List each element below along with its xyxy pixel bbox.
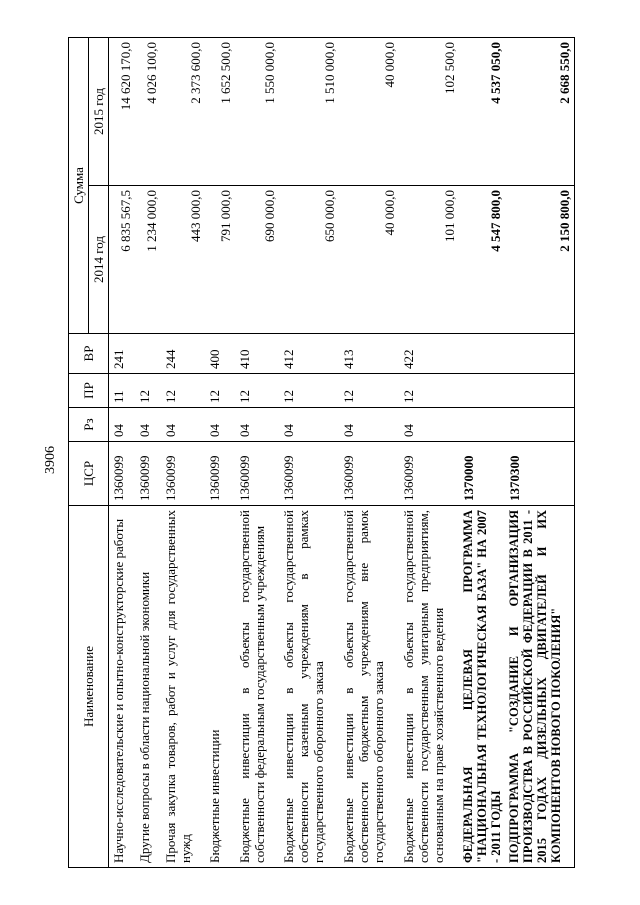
row-pr [459,374,505,408]
row-amount-2014: 101 000,0 [399,186,459,334]
row-pr: 12 [135,374,161,408]
row-rz [459,408,505,442]
row-name: ФЕДЕРАЛЬНАЯ ЦЕЛЕВАЯ ПРОГРАММА "НАЦИОНАЛЬНАЯ ТЕХНОЛОГИЧЕСКАЯ БАЗА" НА 2007 - 2011 ГОДЫ [459,506,505,868]
row-amount-2015: 4 026 100,0 [135,38,161,186]
page-number: 3906 [43,446,58,474]
row-rz: 04 [279,408,339,442]
row-amount-2015: 14 620 170,0 [109,38,135,186]
header-sum: Сумма [69,38,89,334]
row-vr [459,334,505,374]
header-pr: ПР [69,374,109,408]
header-name: Наименование [69,506,109,868]
table-row [135,38,161,868]
table-row [235,38,279,868]
row-pr: 11 [109,374,135,408]
table-row [279,38,339,868]
row-amount-2014: 791 000,0 [205,186,235,334]
row-amount-2014: 40 000,0 [339,186,399,334]
row-name: Бюджетные инвестиции в объекты государственной собственности казенным учреждениям в рамках государственного оборонного заказа [279,506,339,868]
row-rz [505,408,575,442]
header-vr: ВР [69,334,109,374]
row-csr: 1360099 [399,442,459,506]
row-csr: 1360099 [109,442,135,506]
row-amount-2014: 2 150 800,0 [505,186,575,334]
row-pr: 12 [205,374,235,408]
row-amount-2015: 102 500,0 [399,38,459,186]
row-pr: 12 [235,374,279,408]
row-csr: 1360099 [161,442,205,506]
row-name: Прочая закупка товаров, работ и услуг для государственных нужд [161,506,205,868]
row-csr: 1360099 [339,442,399,506]
row-amount-2014: 6 835 567,5 [109,186,135,334]
row-csr: 1360099 [205,442,235,506]
row-amount-2015: 1 510 000,0 [279,38,339,186]
row-amount-2015: 2 373 600,0 [161,38,205,186]
row-name: Бюджетные инвестиции в объекты государственной собственности государственным унитарным предприятиям, основанным на праве хозяйственного ведения [399,506,459,868]
row-amount-2015: 1 652 500,0 [205,38,235,186]
row-vr: 422 [399,334,459,374]
header-csr: ЦСР [69,442,109,506]
row-amount-2014: 650 000,0 [279,186,339,334]
row-pr: 12 [399,374,459,408]
row-vr: 244 [161,334,205,374]
table-body [109,38,575,868]
row-amount-2014: 1 234 000,0 [135,186,161,334]
row-name: Бюджетные инвестиции в объекты государственной собственности федеральным государственным учреждениям [235,506,279,868]
row-csr: 1360099 [235,442,279,506]
row-amount-2015: 4 537 050,0 [459,38,505,186]
budget-page [68,38,594,868]
row-amount-2014: 4 547 800,0 [459,186,505,334]
header-year-2014: 2014 год [89,186,109,334]
row-rz: 04 [109,408,135,442]
row-rz: 04 [339,408,399,442]
budget-table [68,37,575,868]
row-amount-2015: 40 000,0 [339,38,399,186]
row-name: ПОДПРОГРАММА "СОЗДАНИЕ И ОРГАНИЗАЦИЯ ПРОИЗВОДСТВА В РОССИЙСКОЙ ФЕДЕРАЦИИ В 2011 - 2015 ГОДАХ ДИЗЕЛЬНЫХ ДВИГАТЕЛЕЙ И ИХ КОМПОНЕНТОВ НОВОГО ПОКОЛЕНИЯ" [505,506,575,868]
row-csr: 1360099 [135,442,161,506]
row-name: Бюджетные инвестиции [205,506,235,868]
row-amount-2015: 1 550 000,0 [235,38,279,186]
header-year-2015: 2015 год [89,38,109,186]
row-rz: 04 [135,408,161,442]
table-row [109,38,135,868]
row-amount-2014: 690 000,0 [235,186,279,334]
row-vr: 400 [205,334,235,374]
row-csr: 1370000 [459,442,505,506]
row-rz: 04 [161,408,205,442]
header-rz: Рз [69,408,109,442]
row-pr: 12 [279,374,339,408]
row-name: Бюджетные инвестиции в объекты государственной собственности бюджетным учреждениям вне рамок государственного оборонного заказа [339,506,399,868]
table-row [505,38,575,868]
row-rz: 04 [399,408,459,442]
row-vr: 241 [109,334,135,374]
table-row [205,38,235,868]
row-vr: 410 [235,334,279,374]
table-row [161,38,205,868]
row-amount-2014: 443 000,0 [161,186,205,334]
row-vr: 412 [279,334,339,374]
row-vr [135,334,161,374]
row-name: Другие вопросы в области национальной экономики [135,506,161,868]
row-rz: 04 [235,408,279,442]
row-vr: 413 [339,334,399,374]
row-pr: 12 [161,374,205,408]
row-csr: 1370300 [505,442,575,506]
table-header [69,38,109,868]
table-row [339,38,399,868]
table-row [399,38,459,868]
row-csr: 1360099 [279,442,339,506]
row-pr: 12 [339,374,399,408]
row-rz: 04 [205,408,235,442]
row-vr [505,334,575,374]
row-name: Научно-исследовательские и опытно-конструкторские работы [109,506,135,868]
row-pr [505,374,575,408]
table-row [459,38,505,868]
row-amount-2015: 2 668 550,0 [505,38,575,186]
